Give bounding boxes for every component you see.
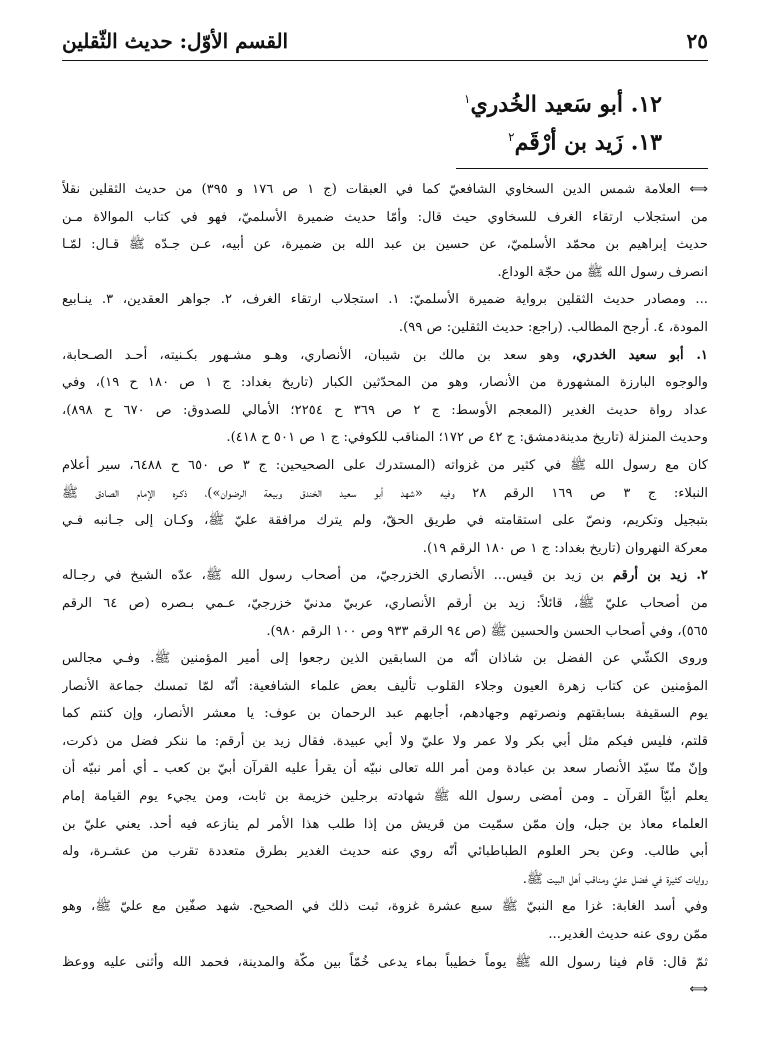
footnote-text: عداد رواة حديث الغدير (المعجم الأوسط: ج ٢ ص ٣٦٩ ح ٢٢٥٤؛ الأمالي للصدوق: ص ٦٧٠ ح ٨٩٨)، <box>62 402 708 418</box>
footnote-line <box>62 397 708 425</box>
footnote-text: من استجلاب ارتقاء الغرف للسخاوي حيث قال: وأمّا حديث ضميرة الأسلميّ، فهو في كتاب الموالاة مـن <box>62 209 708 225</box>
footnote-text: العلامة شمس الدين السخاوي الشافعيّ كما في العبقات (ج ١ ص ١٧٦ و ٣٩٥) من حديث الثقلين نقلاً <box>62 182 681 197</box>
footnote-line <box>62 369 708 397</box>
footnote-line <box>62 838 708 866</box>
footnote-line <box>62 314 708 342</box>
footnote-text: بن زيد بن قيس... الأنصاري الخزرجيّ، من أصحاب رسول الله ﷺ، عدّه الشيخ في رجـاله <box>62 568 613 584</box>
footnote-line <box>62 645 708 673</box>
footnote-line <box>62 590 708 618</box>
continuation-marker-icon: ⟺ <box>689 182 708 197</box>
footnote-line <box>62 424 708 452</box>
footnote-line <box>62 976 708 1004</box>
footnote-heading: ١. أبو سعيد الخدري، <box>571 347 708 363</box>
footnote-text: وهو سعد بن مالك بن شيبان، الأنصاري، وهـو مشـهور بكـنيته، أحـد الصـحابة، <box>62 347 572 363</box>
footnote-text: وفي أسد الغابة: غزا مع النبيّ ﷺ سبع عشرة غزوة، ثبت ذلك في الصحيح. شهد صفّين مع عليّ ﷺ، وهو <box>62 899 708 915</box>
continuation-marker-icon: ⟺ <box>689 982 708 998</box>
main-list-item <box>102 80 662 118</box>
footnote-line <box>62 755 708 783</box>
footnote-text: العلماء معاذ بن جبل، وإن ممّن سمّيت من قريش من إذا طلب هذا الأمر لم ينازعه فيه أحد. يعني عليّ بن <box>62 816 708 832</box>
footnote-text: ممّن روى عنه حديث الغدير... <box>548 927 708 943</box>
footnote-text: وروى الكشّي عن الفضل بن شاذان أنّه من السابقين الذين رجعوا إلى أمير المؤمنين ﷺ. وفـي مجالس <box>62 651 708 667</box>
footnote-text: انصرف رسول الله ﷺ من حجّة الوداع. <box>497 264 708 280</box>
footnote-line <box>62 728 708 756</box>
item-text: أبو سَعيد الخُدري <box>470 91 624 118</box>
footnote-line <box>62 286 708 314</box>
footnote-text: كان مع رسول الله ﷺ في كثير من غزواته (المستدرك على الصحيحين: ج ٣ ص ٦٥٠ ح ٦٤٨٨، سير أعلام <box>62 457 708 473</box>
footnote-line <box>62 231 708 259</box>
footnote-line <box>62 259 708 287</box>
footnote-text: ثمّ قال: قام فينا رسول الله ﷺ يوماً خطيباً بماء يدعى خُمّاً بين مكّة والمدينة، فحمد الله وأثنى عليه ووعظ <box>62 954 708 970</box>
footnote-text: يعلم أبيّاً القرآن ـ ومن أمضى رسول الله ﷺ شهادته برجلين خزيمة بن ثابت، ومن يجيء يوم القيامة إمام <box>62 789 708 805</box>
footnote-separator <box>456 168 708 169</box>
footnote-line <box>62 342 708 370</box>
footnote-text: من أصحاب عليّ ﷺ، قائلاً: زيد بن أرقم الأنصاري، عربيّ مدنيّ خزرجيّ، عـمي بـصره (ص ٦٤ الرقم <box>62 595 708 611</box>
footnote-line <box>62 204 708 232</box>
footnote-text: المؤمنين عن كتاب زهرة العيون وجلاء القلوب تأليف بعض علماء الشافعية: أنّه لمّا تمسك جماعة الأنصار <box>62 678 708 694</box>
footnote-line <box>62 618 708 646</box>
footnote-line <box>62 480 708 508</box>
footnote-text: ٥٦٥)، وفي أصحاب الحسن والحسين ﷺ (ص ٩٤ الرقم ٩٣٣ وص ١٠٠ الرقم ٩٨٠). <box>266 623 708 639</box>
footnote-line <box>62 893 708 921</box>
footnote-text: وإنّ منّا سيّد الأنصار سعد بن عبادة ومن أمر الله تعالى نبيّه أن يقرأ عليه القرآن أبيّ بن كعب ـ أي أمر نبيّه أن <box>62 761 708 777</box>
footnote-text: حديث إبراهيم بن محمّد الأسلميّ، عن حسين بن عبد الله بن ضميرة، عن أبيه، عـن جـدّه ﷺ قـال: لمّـا <box>62 237 708 253</box>
footnote-line <box>62 949 708 977</box>
footnote-text: قلتم، فليس فيكم مثل أبي بكر ولا عمر ولا عليّ ولا أبي عبيدة. فقال زيد بن أرقم: ما ننكر فضل من ذكرت، <box>62 733 708 749</box>
footnote-text: والوجوه البارزة المشهورة من الأنصار، وهو من المحدّثين الكبار (تاريخ بغداد: ج ١ ص ١٨٠ ح ١٩)، وفي <box>62 375 708 391</box>
footnote-line <box>62 562 708 590</box>
main-list-item <box>102 118 662 156</box>
footnote-line <box>62 452 708 480</box>
page-number: ٢٥ <box>686 29 708 53</box>
footnote-text: ... ومصادر حديث الثقلين برواية ضميرة الأسلميّ: ١. استجلاب ارتقاء الغرف، ٢. جواهر العقدين، ٣. ينـابيع <box>62 292 708 308</box>
running-title: القسم الأوّل: حديث الثّقلين <box>62 29 289 53</box>
footnote-line <box>62 866 708 894</box>
footnote-line <box>62 507 708 535</box>
footnote-text: يوم السقيفة بسابقتهم ونصرتهم وجهادهم، أجابهم عبد الرحمان بن عوف: يا معشر الأنصار، وإن كنتم كما <box>62 706 708 722</box>
footnote-line <box>62 811 708 839</box>
footnote-line <box>62 700 708 728</box>
footnote-line <box>62 535 708 563</box>
footnote-ref: ١ <box>464 92 471 106</box>
footnote-line <box>62 783 708 811</box>
footnote-text: أبي طالب. وعن بحر العلوم الطباطبائي أنّه روي عنه حديث الغدير بطرق متعددة تقرب من عشـرة، وله <box>62 844 708 860</box>
main-list <box>102 80 662 156</box>
item-number: ١٣. <box>630 129 662 156</box>
footnote-text: المودة، ٤. أرجح المطالب. (راجع: حديث الثقلين: ص ٩٩). <box>398 319 708 335</box>
footnote-line <box>62 673 708 701</box>
page-header <box>62 26 708 56</box>
item-number: ١٢. <box>630 91 662 118</box>
item-text: زَيد بن أرْقَم <box>514 129 624 156</box>
footnote-text: روايات كثيرة في فضل عليّ ومناقب أهل البيت ﷺ. <box>522 871 708 887</box>
footnote-text: وحديث المنزلة (تاريخ مدينةدمشق: ج ٤٢ ص ١٧٢؛ المناقب للكوفي: ج ١ ص ٥٠١ ح ٤١٨). <box>226 430 708 446</box>
footnote-text: النبلاء: ج ٣ ص ١٦٩ الرقم ٢٨ وفيه «شهد أبو سعيد الخندق وبيعة الرضوان»)، ذكـره الإمام الصادق ﷺ <box>62 485 708 501</box>
header-rule <box>62 60 708 61</box>
footnote-text: بتبجيل وتكريم، ونصّ على استقامته في طريق الحقّ، ولم يترك مرافقة عليّ ﷺ، وكـان إلى جـانبه فـي <box>62 513 708 529</box>
footnotes <box>62 176 708 1004</box>
footnote-line <box>62 921 708 949</box>
footnote-heading: ٢. زيد بن أرقم <box>612 568 708 584</box>
footnote-line <box>62 176 708 204</box>
footnote-text: معركة النهروان (تاريخ بغداد: ج ١ ص ١٨٠ الرقم ١٩). <box>422 540 708 556</box>
footnote-ref: ٢ <box>508 130 515 144</box>
